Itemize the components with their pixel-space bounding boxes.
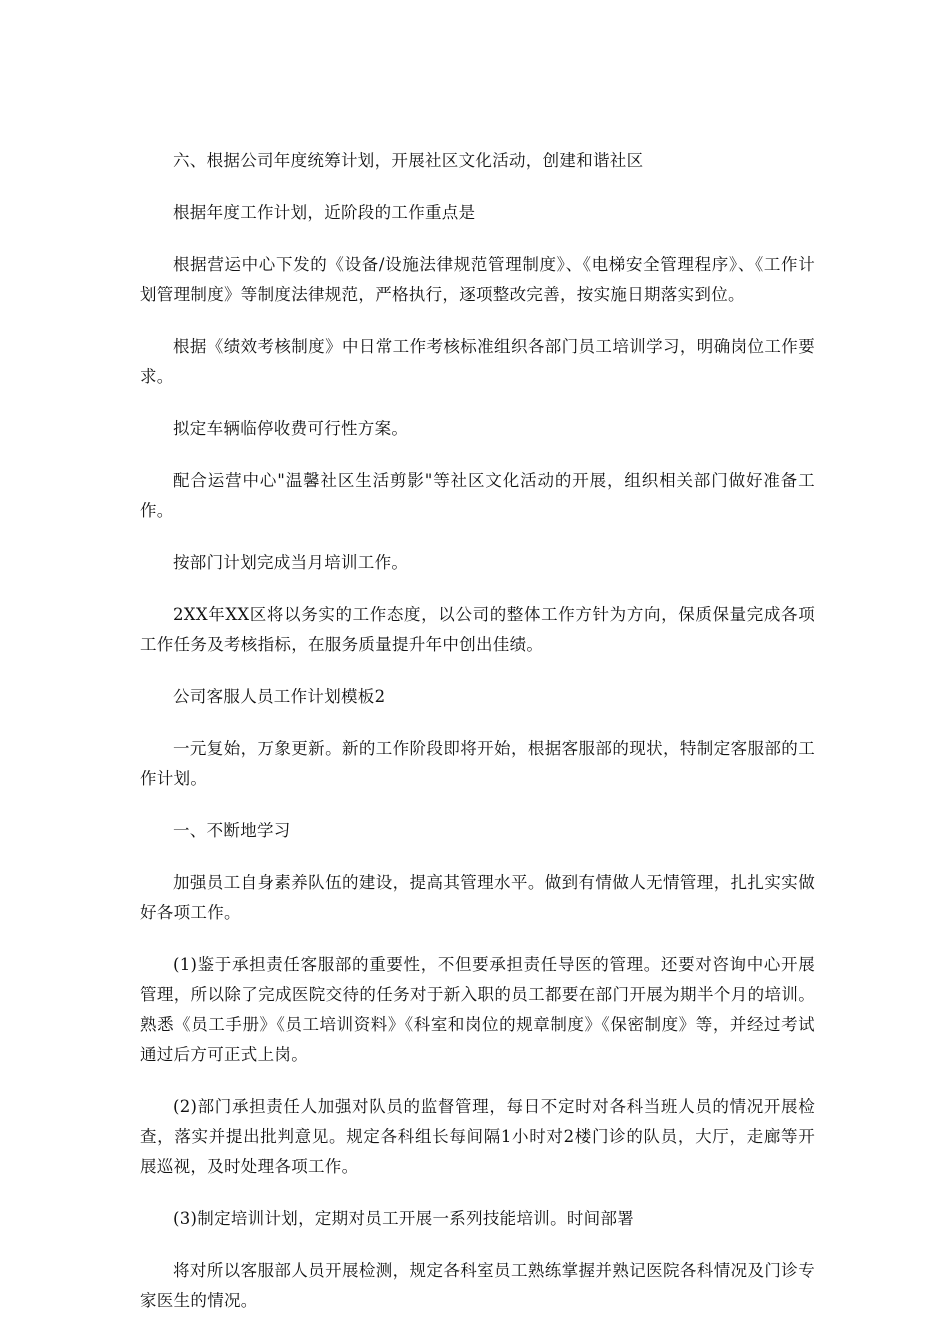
section-title-template-2: 公司客服人员工作计划模板2 — [173, 687, 386, 706]
paragraph-annual-goal: 2XX年XX区将以务实的工作态度，以公司的整体工作方针为方向，保质保量完成各项工作任务及考核指标，在服务质量提升年中创出佳绩。 — [140, 605, 815, 654]
paragraph-section-six: 六、根据公司年度统筹计划，开展社区文化活动，创建和谐社区 — [173, 151, 644, 170]
paragraph-work-focus: 根据年度工作计划，近阶段的工作重点是 — [173, 203, 476, 222]
paragraph-testing: 将对所以客服部人员开展检测，规定各科室员工熟练掌握并熟记医院各科情况及门诊专家医生的情况。 — [140, 1261, 815, 1310]
paragraph-parking: 拟定车辆临停收费可行性方案。 — [173, 419, 409, 438]
paragraph-monthly-training: 按部门计划完成当月培训工作。 — [173, 553, 409, 572]
heading-continuous-learning: 一、不断地学习 — [173, 821, 291, 840]
paragraph-item-2: (2)部门承担责任人加强对队员的监督管理，每日不定时对各科当班人员的情况开展检查，落实并提出批判意见。规定各科组长每间隔1小时对2楼门诊的队员，大厅，走廊等开展巡视，及时处理各项工作。 — [140, 1097, 815, 1176]
paragraph-item-3: (3)制定培训计划，定期对员工开展一系列技能培训。时间部署 — [173, 1209, 635, 1228]
paragraph-item-1: (1)鉴于承担责任客服部的重要性，不但要承担责任导医的管理。还要对咨询中心开展管理，所以除了完成医院交待的任务对于新入职的员工都要在部门开展为期半个月的培训。熟悉《员工手册》《员工培训资料》《科室和岗位的规章制度》《保密制度》等，并经过考试通过后方可正式上岗。 — [140, 955, 815, 1064]
paragraph-intro: 一元复始，万象更新。新的工作阶段即将开始，根据客服部的现状，特制定客服部的工作计划。 — [140, 739, 815, 788]
paragraph-community-activity: 配合运营中心"温馨社区生活剪影"等社区文化活动的开展，组织相关部门做好准备工作。 — [140, 471, 815, 520]
paragraph-performance: 根据《绩效考核制度》中日常工作考核标准组织各部门员工培训学习，明确岗位工作要求。 — [140, 337, 815, 386]
paragraph-regulations: 根据营运中心下发的《设备/设施法律规范管理制度》、《电梯安全管理程序》、《工作计划管理制度》等制度法律规范，严格执行，逐项整改完善，按实施日期落实到位。 — [140, 255, 815, 304]
document-body — [140, 146, 815, 1338]
paragraph-staff-quality: 加强员工自身素养队伍的建设，提高其管理水平。做到有情做人无情管理，扎扎实实做好各项工作。 — [140, 873, 815, 922]
